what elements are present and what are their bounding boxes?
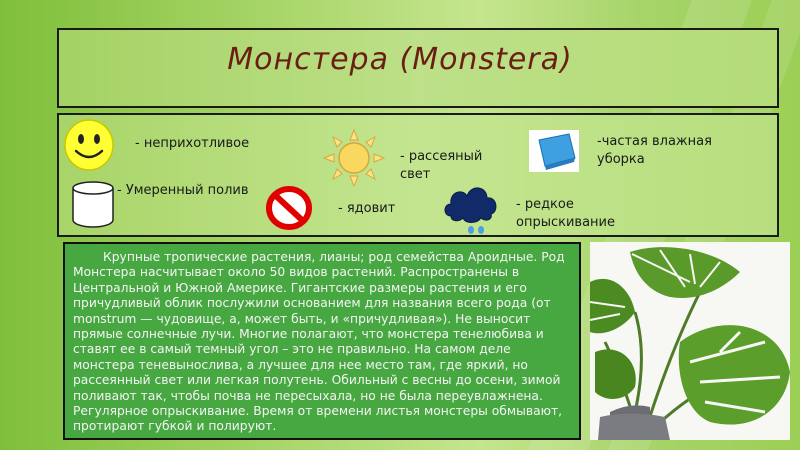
care-label-diffused-light: - рассеяный свет [400,149,483,182]
description-panel [63,242,581,440]
care-label-wet-cleaning: -частая влажная уборка [597,134,712,167]
cup-icon [70,180,116,230]
monstera-photo [590,242,790,440]
care-label-unpretentious: - неприхотливое [135,136,250,151]
care-label-watering: - Умеренный полив [117,183,249,198]
cloud-rain-icon [441,178,501,236]
sponge-icon [527,128,581,174]
sun-icon [322,128,386,188]
description-text: Крупные тропические растения, лианы; род семейства Ароидные. Род Монстера насчитывает около 50 видов растений. Распространены в Центральной и Южной Америке. Гигантские размеры растения и его причудливый облик послужили основанием для названия всего рода (от monstrum — чудовище, а, может быть, и «причудливая»). Не выносит прямые солнечные лучи. Многие полагают, что монстера тенелюбива и ставят ее в самый темный угол – это не правильно. На самом деле монстера теневынослива, а лучшее для нее место там, где яркий, но рассеянный свет или легкая полутень. Обильный с весны до осени, зимой поливают так, чтобы почва не пересыхала, но не была переувлажнена. Регулярное опрыскивание. Время от времени листья монстеры обмывают, протирают губкой и полируют. [73,250,565,434]
slide-title: Монстера (Monstera) [227,42,573,77]
smiley-icon [63,118,115,172]
monstera-plant-image [590,242,790,440]
care-label-poisonous: - ядовит [338,201,396,216]
care-label-spraying: - редкое опрыскивание [516,197,615,230]
prohibited-icon [266,186,312,230]
